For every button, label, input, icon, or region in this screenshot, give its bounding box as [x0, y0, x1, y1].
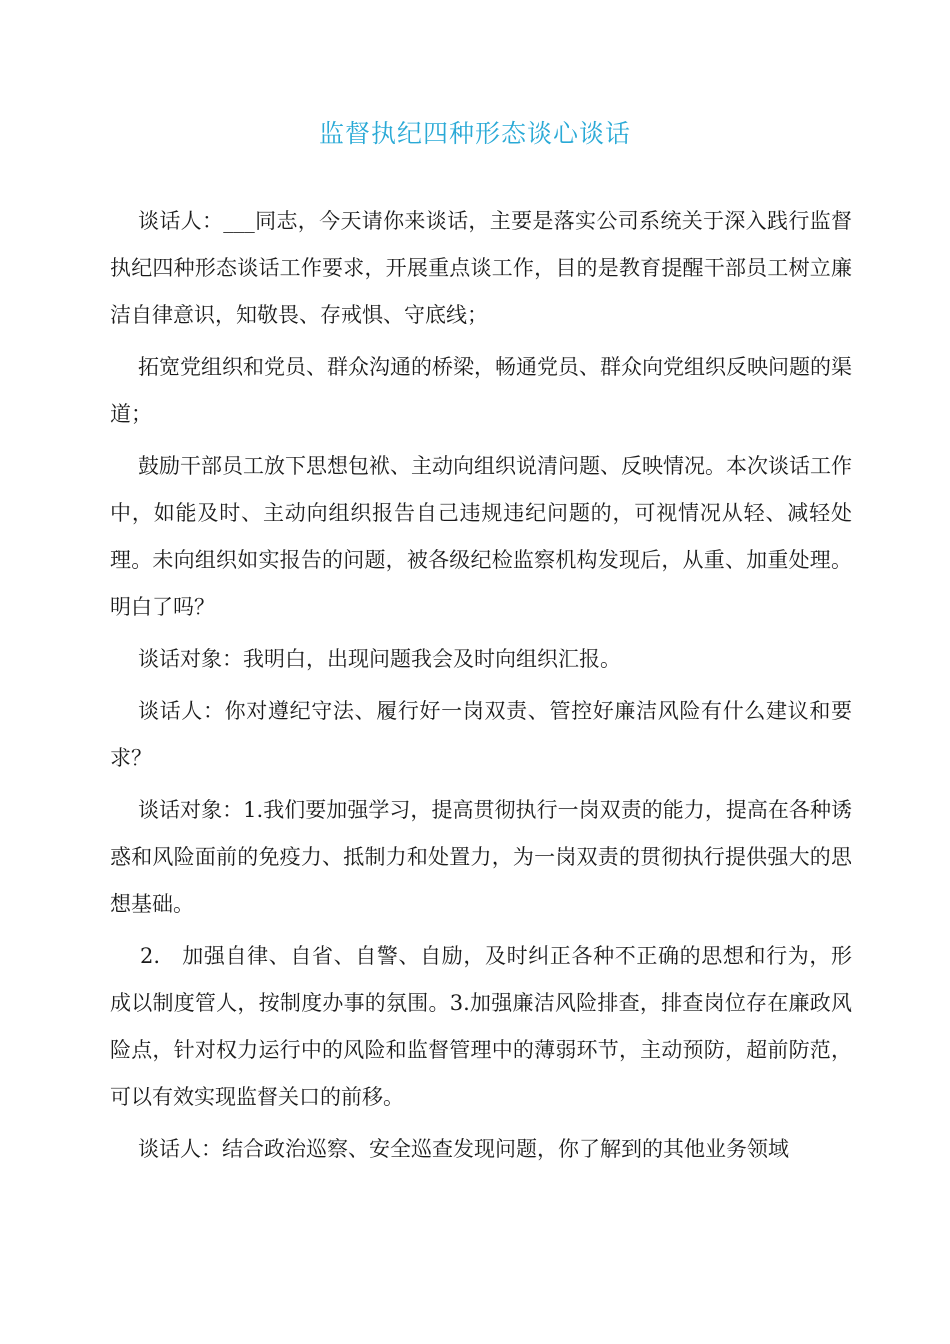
paragraph-6: 谈话对象：1.我们要加强学习，提高贯彻执行一岗双责的能力，提高在各种诱惑和风险面前的免疫力、抵制力和处置力，为一岗双责的贯彻执行提供强大的思想基础。 — [110, 798, 852, 916]
paragraph-2: 拓宽党组织和党员、群众沟通的桥梁，畅通党员、群众向党组织反映问题的渠道； — [110, 355, 852, 426]
paragraph-3: 鼓励干部员工放下思想包袱、主动向组织说清问题、反映情况。本次谈话工作中，如能及时、主动向组织报告自己违规违纪问题的，可视情况从轻、减轻处理。未向组织如实报告的问题，被各级纪检监察机构发现后，从重、加重处理。明白了吗？ — [110, 454, 852, 619]
paragraph-5: 谈话人：你对遵纪守法、履行好一岗双责、管控好廉洁风险有什么建议和要求？ — [110, 699, 852, 770]
document-body — [110, 198, 852, 1178]
document-title: 监督执纪四种形态谈心谈话 — [318, 119, 631, 148]
paragraph-7: 2. 加强自律、自省、自警、自励，及时纠正各种不正确的思想和行为，形成以制度管人，按制度办事的氛围。3.加强廉洁风险排查，排查岗位存在廉政风险点，针对权力运行中的风险和监督管理中的薄弱环节，主动预防，超前防范，可以有效实现监督关口的前移。 — [110, 944, 852, 1109]
paragraph-4: 谈话对象：我明白，出现问题我会及时向组织汇报。 — [138, 647, 621, 671]
paragraph-8: 谈话人：结合政治巡察、安全巡查发现问题，你了解到的其他业务领域 — [138, 1137, 789, 1161]
paragraph-1: 谈话人：___同志，今天请你来谈话，主要是落实公司系统关于深入践行监督执纪四种形态谈话工作要求，开展重点谈工作，目的是教育提醒干部员工树立廉洁自律意识，知敬畏、存戒惧、守底线； — [110, 209, 852, 327]
